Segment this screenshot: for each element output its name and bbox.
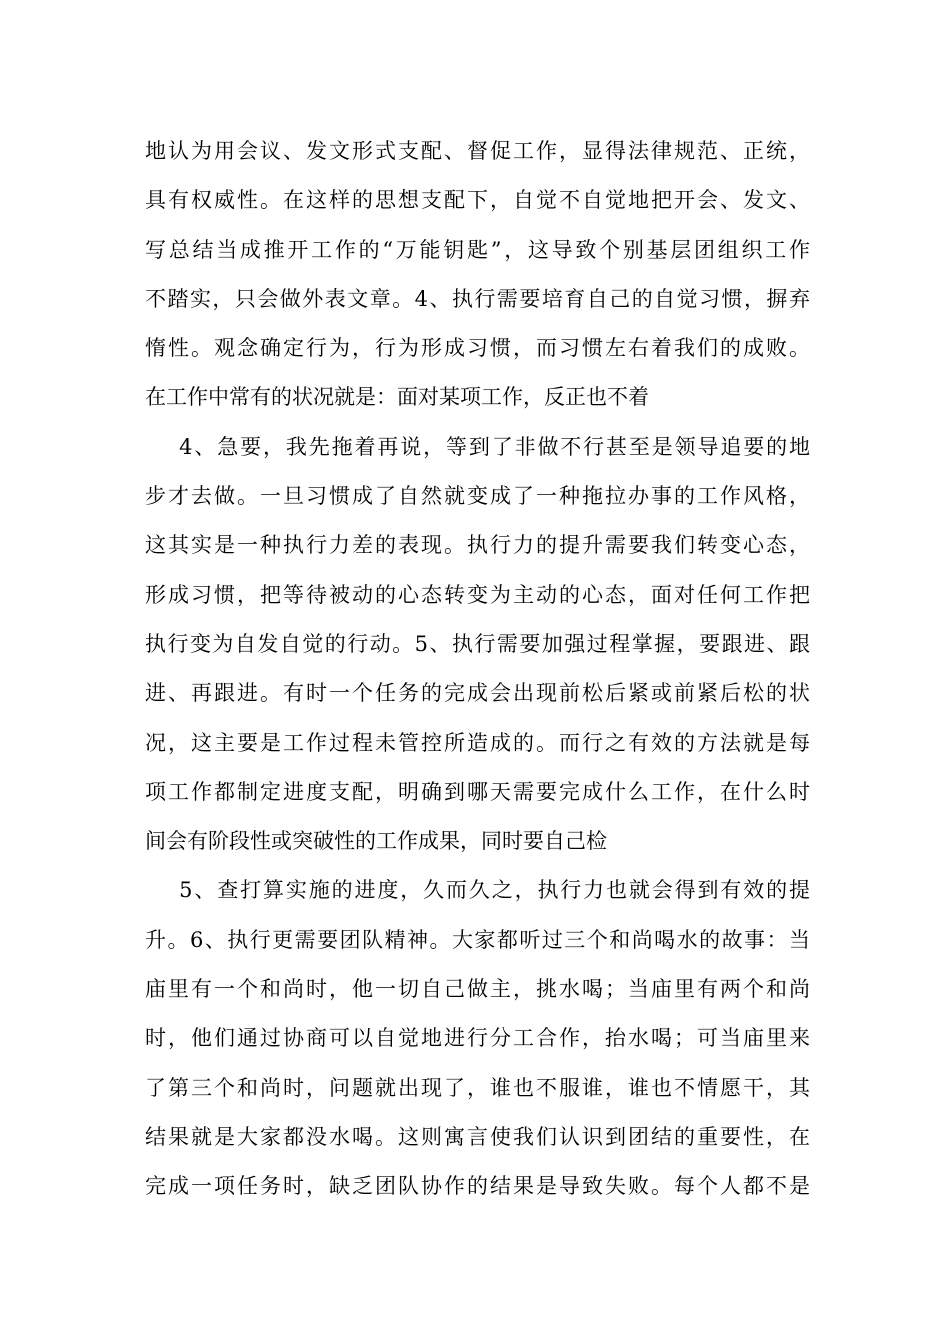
text-line: 执行变为自发自觉的行动。5、执行需要加强过程掌握，要跟进、跟 bbox=[145, 631, 810, 656]
text-line: 时，他们通过协商可以自觉地进行分工合作，抬水喝；可当庙里来 bbox=[145, 1026, 810, 1051]
paragraph-3 bbox=[145, 870, 810, 1215]
text-line: 惰性。观念确定行为，行为形成习惯，而习惯左右着我们的成败。 bbox=[145, 336, 810, 361]
text-line: 5、查打算实施的进度，久而久之，执行力也就会得到有效的提 bbox=[145, 878, 810, 903]
paragraph-1 bbox=[145, 131, 810, 427]
text-line: 4、急要，我先拖着再说，等到了非做不行甚至是领导追要的地 bbox=[145, 434, 810, 459]
document-body bbox=[145, 131, 810, 1216]
paragraph-2 bbox=[145, 427, 810, 871]
text-line: 不踏实，只会做外表文章。4、执行需要培育自己的自觉习惯，摒弃 bbox=[145, 286, 810, 311]
text-line: 了第三个和尚时，问题就出现了，谁也不服谁，谁也不情愿干，其 bbox=[145, 1075, 810, 1100]
text-line: 间会有阶段性或突破性的工作成果，同时要自己检 bbox=[145, 829, 607, 854]
text-line: 具有权威性。在这样的思想支配下，自觉不自觉地把开会、发文、 bbox=[145, 188, 810, 213]
text-line: 写总结当成推开工作的“万能钥匙”，这导致个别基层团组织工作 bbox=[145, 237, 810, 262]
text-line: 项工作都制定进度支配，明确到哪天需要完成什么工作，在什么时 bbox=[145, 779, 810, 804]
text-line: 升。6、执行更需要团队精神。大家都听过三个和尚喝水的故事：当 bbox=[145, 927, 810, 952]
text-line: 结果就是大家都没水喝。这则寓言使我们认识到团结的重要性，在 bbox=[145, 1124, 810, 1149]
text-line: 这其实是一种执行力差的表现。执行力的提升需要我们转变心态， bbox=[145, 533, 810, 558]
text-line: 庙里有一个和尚时，他一切自己做主，挑水喝；当庙里有两个和尚 bbox=[145, 977, 810, 1002]
text-line: 在工作中常有的状况就是：面对某项工作，反正也不着 bbox=[145, 385, 649, 410]
text-line: 形成习惯，把等待被动的心态转变为主动的心态，面对任何工作把 bbox=[145, 582, 810, 607]
text-line: 步才去做。一旦习惯成了自然就变成了一种拖拉办事的工作风格， bbox=[145, 484, 810, 509]
text-line: 况，这主要是工作过程未管控所造成的。而行之有效的方法就是每 bbox=[145, 730, 810, 755]
text-line: 地认为用会议、发文形式支配、督促工作，显得法律规范、正统， bbox=[145, 139, 810, 163]
text-line: 完成一项任务时，缺乏团队协作的结果是导致失败。每个人都不是 bbox=[145, 1174, 810, 1199]
text-line: 进、再跟进。有时一个任务的完成会出现前松后紧或前紧后松的状 bbox=[145, 681, 810, 706]
